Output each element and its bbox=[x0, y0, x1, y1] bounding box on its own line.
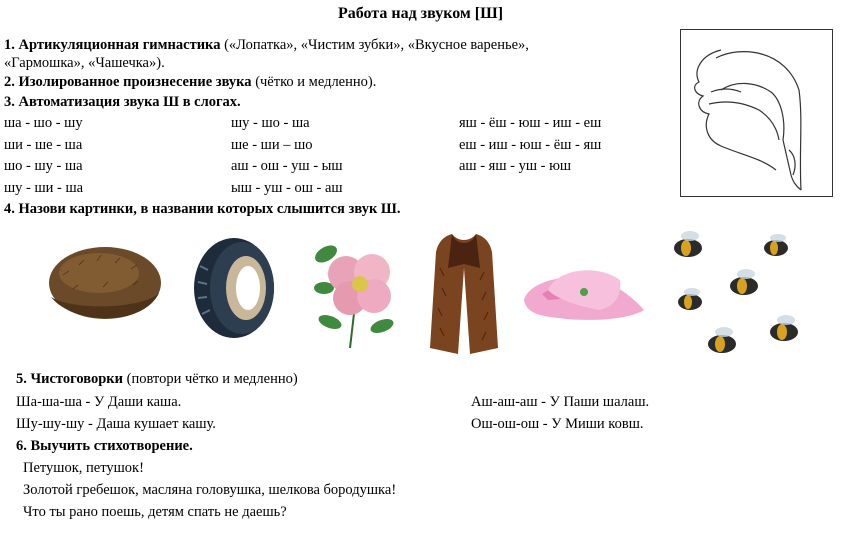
task5-line bbox=[16, 371, 298, 388]
task2-heading: 2. Изолированное произнесение звука bbox=[4, 74, 252, 90]
mouth-profile-icon bbox=[681, 30, 832, 196]
syllable-c3-r2: еш - иш - юш - ёш - яш bbox=[459, 137, 602, 153]
slippers-icon bbox=[518, 254, 652, 328]
task1-line1 bbox=[4, 37, 529, 54]
syllable-c3-r3: аш - яш - уш - юш bbox=[459, 158, 572, 174]
syllable-c3-r1: яш - ёш - юш - иш - еш bbox=[459, 115, 602, 131]
task2-text: (чётко и медленно). bbox=[251, 74, 377, 90]
poem-line-2: Золотой гребешок, масляна головушка, шелкова бородушка! bbox=[23, 482, 397, 498]
poem-line-3: Что ты рано поешь, детям спать не даешь? bbox=[23, 504, 287, 520]
syllable-c1-r2: ши - ше - ша bbox=[4, 137, 83, 153]
syllable-c2-r4: ыш - уш - ош - аш bbox=[231, 180, 343, 196]
tire-icon bbox=[190, 236, 280, 340]
syllable-c1-r1: ша - шо - шу bbox=[4, 115, 83, 131]
task6-heading: 6. Выучить стихотворение. bbox=[16, 438, 193, 454]
hat-icon bbox=[43, 235, 161, 327]
syllable-c1-r4: шу - ши - ша bbox=[4, 180, 84, 196]
task5-heading: 5. Чистоговорки bbox=[16, 371, 123, 387]
tongue-twister-right-2: Ош-ош-ош - У Миши ковш. bbox=[471, 416, 644, 432]
articulation-diagram bbox=[680, 29, 833, 197]
tongue-twister-right-1: Аш-аш-аш - У Паши шалаш. bbox=[471, 394, 650, 410]
tongue-twister-left-1: Ша-ша-ша - У Даши каша. bbox=[16, 394, 182, 410]
fur-coat-icon bbox=[424, 228, 504, 358]
task5-note: (повтори чётко и медленно) bbox=[122, 371, 298, 387]
task1-heading: 1. Артикуляционная гимнастика bbox=[4, 37, 221, 53]
task3-heading: 3. Автоматизация звука Ш в слогах. bbox=[4, 94, 241, 110]
tongue-twister-left-2: Шу-шу-шу - Даша кушает кашу. bbox=[16, 416, 216, 432]
rosehip-flower-icon bbox=[310, 226, 402, 350]
task4-heading: 4. Назови картинки, в названии которых слышится звук Ш. bbox=[4, 201, 401, 217]
syllable-c1-r3: шо - шу - ша bbox=[4, 158, 83, 174]
page-title: Работа над звуком [Ш] bbox=[337, 5, 504, 22]
task1-text2: «Гармошка», «Чашечка»). bbox=[4, 55, 165, 71]
task2-line bbox=[4, 74, 376, 91]
poem-line-1: Петушок, петушок! bbox=[23, 460, 144, 476]
task1-text1: («Лопатка», «Чистим зубки», «Вкусное варенье», bbox=[220, 37, 529, 53]
syllable-c2-r3: аш - ош - уш - ыш bbox=[231, 158, 343, 174]
bumblebees-icon bbox=[666, 226, 836, 366]
syllable-c2-r2: ше - ши – шо bbox=[231, 137, 313, 153]
syllable-c2-r1: шу - шо - ша bbox=[231, 115, 310, 131]
